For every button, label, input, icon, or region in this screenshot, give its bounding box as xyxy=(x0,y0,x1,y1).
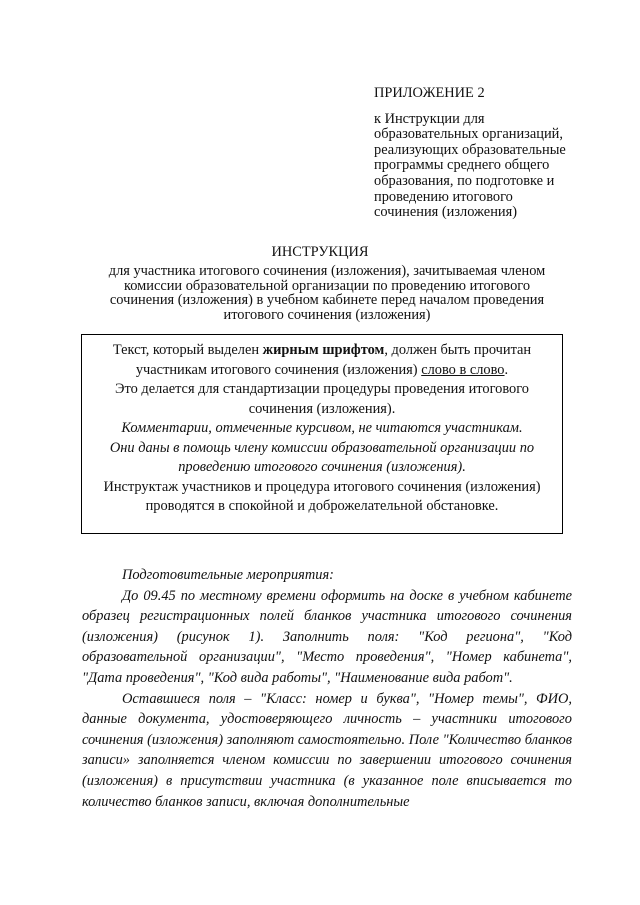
notice-text: , должен быть прочитан xyxy=(384,342,532,358)
document-title: ИНСТРУКЦИЯ xyxy=(271,244,369,260)
appendix-title: ПРИЛОЖЕНИЕ 2 xyxy=(374,85,485,101)
notice-line-italic: Они даны в помощь члену комиссии образовательной организации по xyxy=(109,439,535,456)
appendix-line: к Инструкции для xyxy=(374,110,485,127)
appendix-line: проведению итогового xyxy=(374,188,513,205)
appendix-block xyxy=(374,86,614,221)
paragraph: До 09.45 по местному времени оформить на доске в учебном кабинете образец регистрационных полей бланков участника итогового сочинения (изложения) (рисунок 1). Заполнить поля: "Код региона", "Код образовательной организации", "Место проведения", "Номер кабинета", "Дата проведения", "Код вида работы", "Наименование вида работ". xyxy=(82,587,572,686)
subtitle-line: сочинения (изложения) в учебном кабинете перед началом проведения xyxy=(109,292,545,308)
notice-line: сочинения (изложения). xyxy=(248,400,396,417)
notice-line: Это делается для стандартизации процедуры проведения итогового xyxy=(115,381,529,397)
underlined-text: слово в слово xyxy=(421,361,505,378)
appendix-line: реализующих образовательные xyxy=(374,141,566,158)
notice-box xyxy=(81,334,563,534)
appendix-line: сочинения (изложения) xyxy=(374,204,518,221)
subtitle-line: комиссии образовательной организации по проведению итогового xyxy=(123,277,531,294)
paragraph: Оставшиеся поля – "Класс: номер и буква", "Номер темы", ФИО, данные документа, удостоверяющего личность – участники итогового сочинения (изложения) заполняют самостоятельно. Поле "Количество бланков записи» заполняется членом комиссии по завершении итогового сочинения (изложения) в присутствии участника (в указанное поле вписывается то количество бланков записи, включая дополнительные xyxy=(82,690,572,810)
subtitle-line: для участника итогового сочинения (изложения), зачитываемая членом xyxy=(108,263,546,279)
notice-line: Инструктаж участников и процедура итогового сочинения (изложения) xyxy=(103,478,541,495)
notice-text: . xyxy=(504,361,509,378)
notice-line: проводятся в спокойной и доброжелательной обстановке. xyxy=(145,498,499,514)
subtitle-line: итогового сочинения (изложения) xyxy=(223,306,431,323)
body-text xyxy=(82,565,572,812)
notice-line-italic: Комментарии, отмеченные курсивом, не читаются участникам. xyxy=(121,420,523,436)
document-subtitle xyxy=(90,264,564,322)
bold-text-example: жирным шрифтом xyxy=(262,342,385,358)
notice-line xyxy=(90,361,554,381)
appendix-line: образовательных организаций, xyxy=(374,126,563,143)
notice-line xyxy=(90,341,554,361)
notice-text: Текст, который выделен xyxy=(112,342,263,358)
notice-text: участникам итогового сочинения (изложения) xyxy=(135,361,422,378)
notice-line-italic: проведению итогового сочинения (изложения). xyxy=(178,459,466,475)
appendix-line: программы среднего общего xyxy=(374,157,550,174)
appendix-line: образования, по подготовке и xyxy=(374,172,555,189)
paragraph: Подготовительные мероприятия: xyxy=(122,567,334,583)
